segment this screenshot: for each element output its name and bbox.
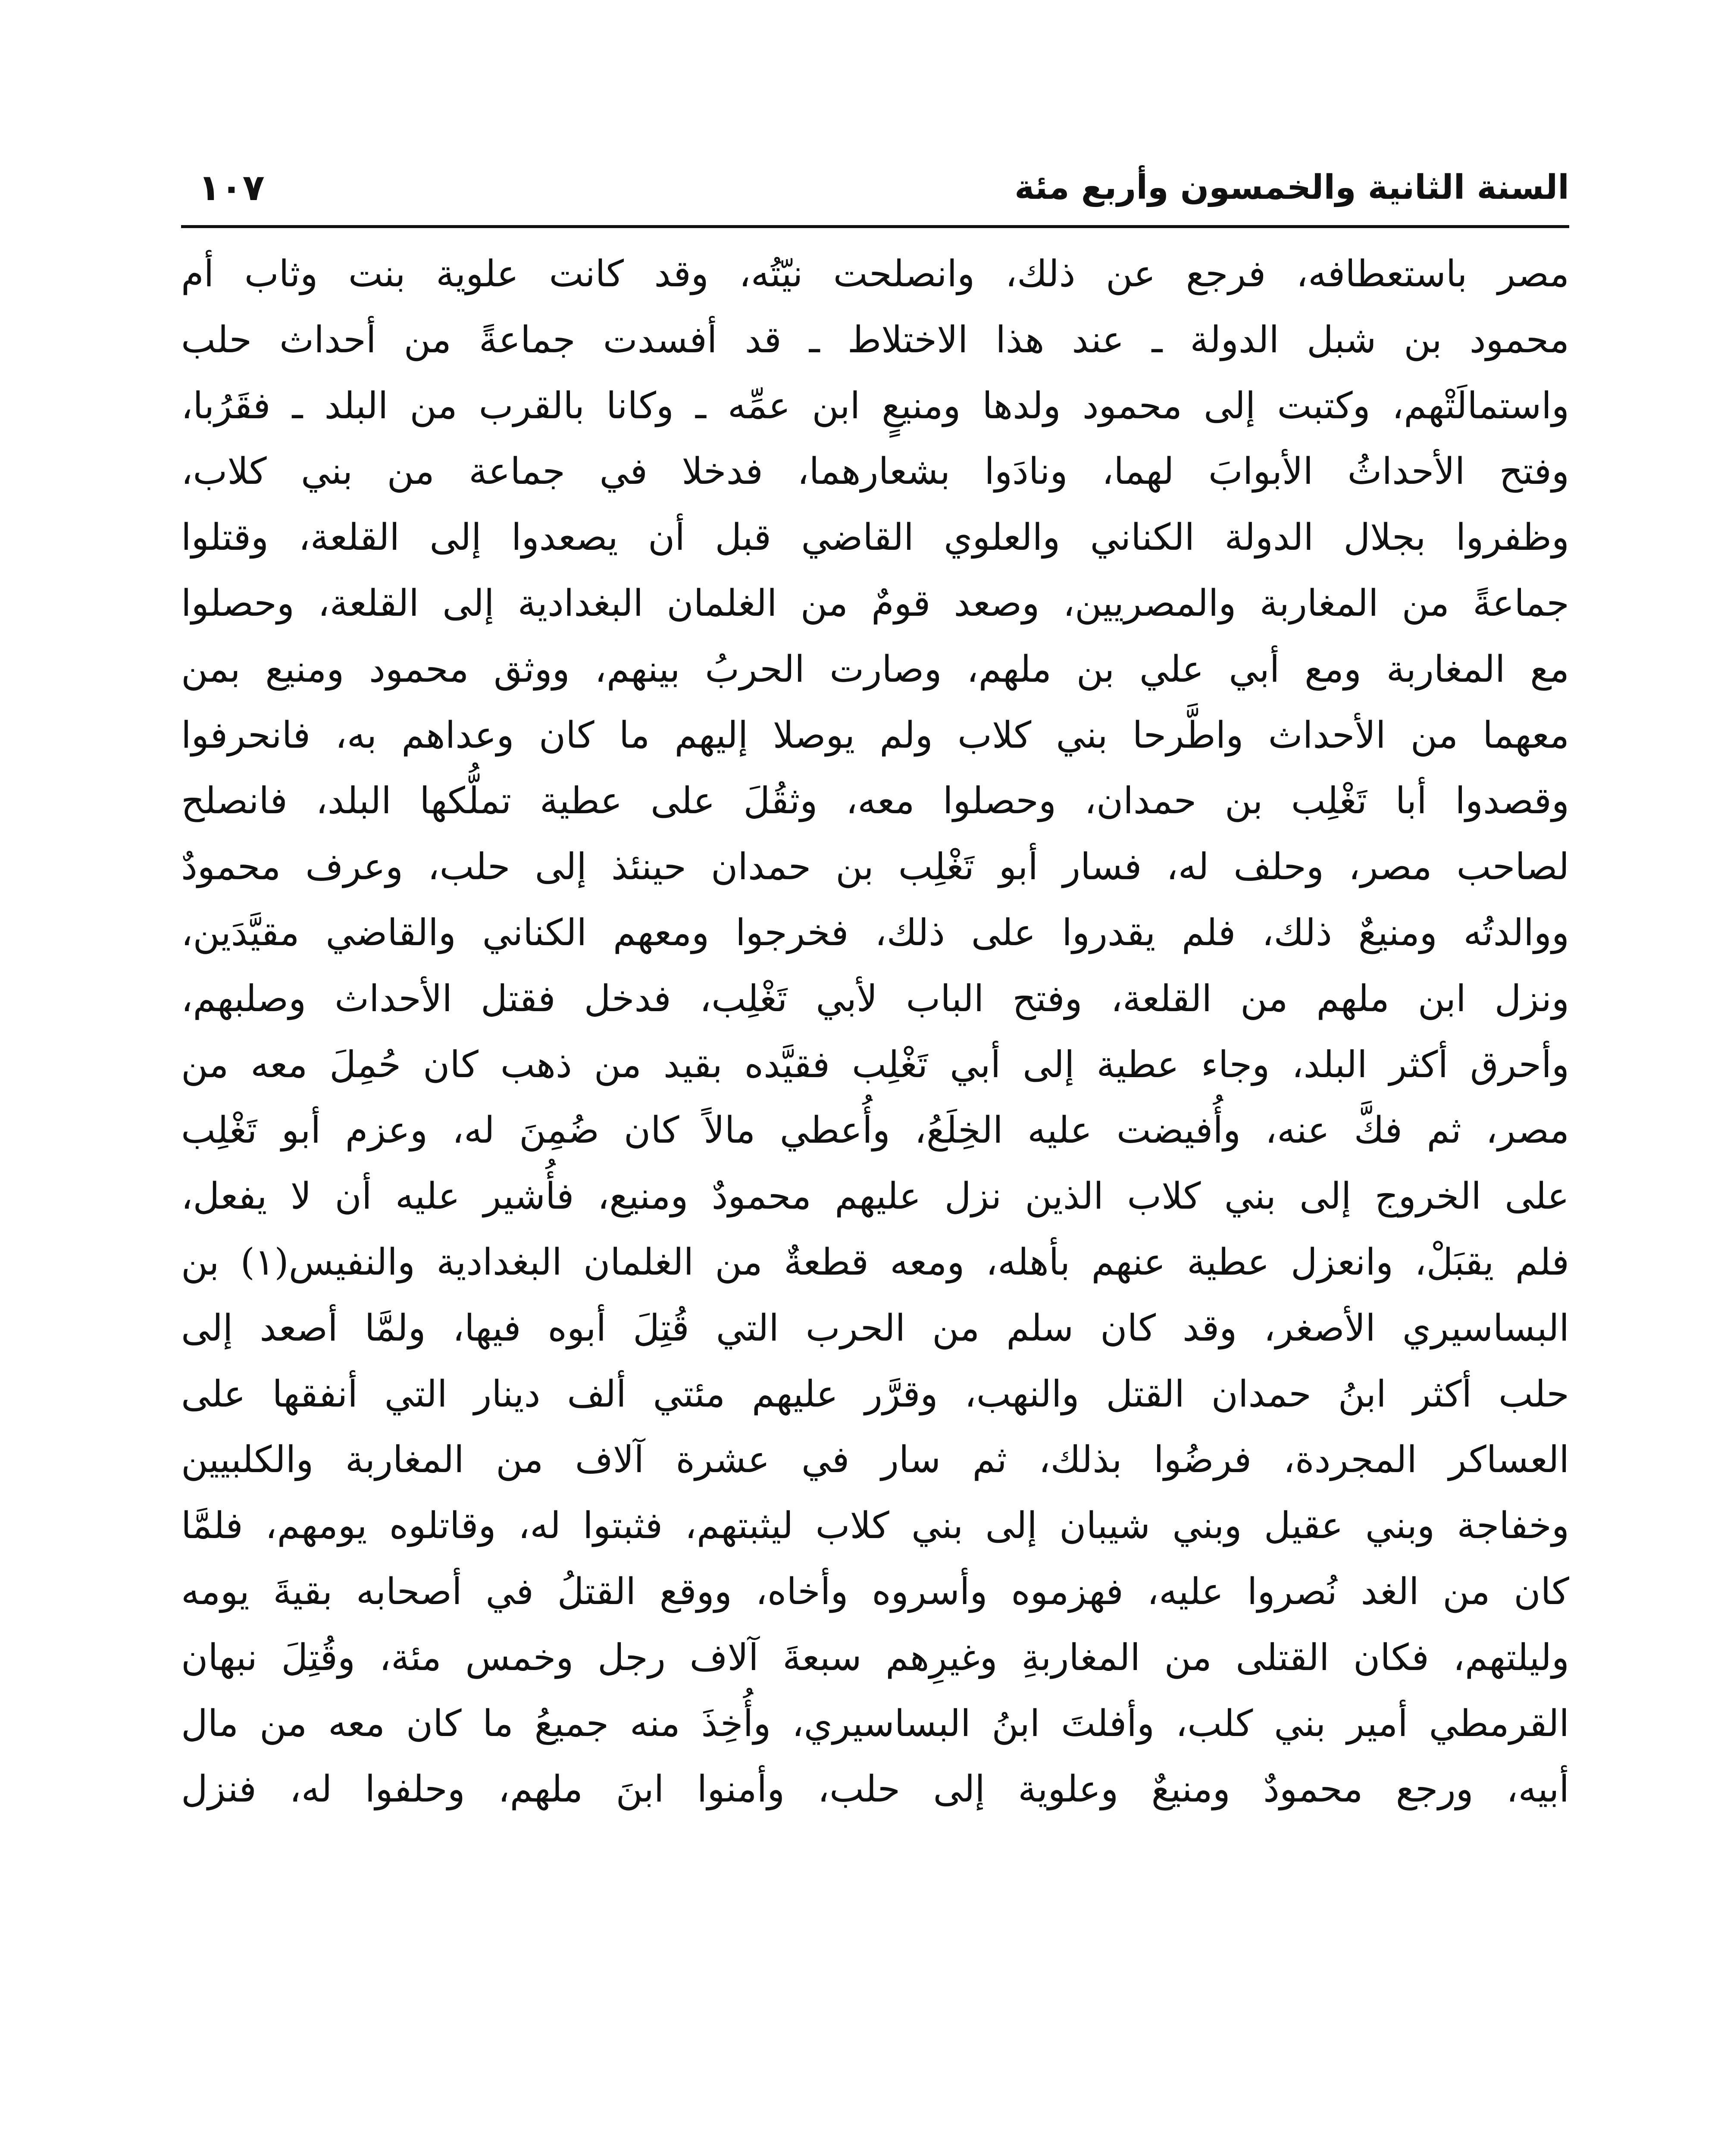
text-line: لصاحب مصر، وحلف له، فسار أبو تَغْلِب بن حمدان حينئذ إلى حلب، وعرف محمودٌ	[181, 846, 1569, 889]
text-line: واستمالَتْهم، وكتبت إلى محمود ولدها ومنيعٍ ابن عمِّه ـ وكانا بالقرب من البلد ـ فقَرُبا،	[181, 384, 1569, 427]
text-line: ووالدتُه ومنيعٌ ذلك، فلم يقدروا على ذلك، فخرجوا ومعهم الكناني والقاضي مقيَّدَين،	[181, 911, 1570, 954]
text-line: مصر باستعطافه، فرجع عن ذلك، وانصلحت نيّتُه، وقد كانت علوية بنت وثاب أم	[181, 253, 1569, 295]
text-line: على الخروج إلى بني كلاب الذين نزل عليهم محمودٌ ومنيع، فأُشير عليه أن لا يفعل،	[181, 1175, 1569, 1218]
text-line: محمود بن شبل الدولة ـ عند هذا الاختلاط ـ قد أفسدت جماعةً من أحداث حلب	[181, 318, 1569, 361]
text-line: وفتح الأحداثُ الأبوابَ لهما، ونادَوا بشعارهما، فدخلا في جماعة من بني كلاب،	[181, 450, 1569, 493]
text-line: جماعةً من المغاربة والمصريين، وصعد قومٌ من الغلمان البغدادية إلى القلعة، وحصلوا	[181, 582, 1569, 625]
text-line: حلب أكثر ابنُ حمدان القتل والنهب، وقرَّر عليهم مئتي ألف دينار التي أنفقها على	[181, 1373, 1569, 1416]
text-line: أبيه، ورجع محمودٌ ومنيعٌ وعلوية إلى حلب، وأمنوا ابنَ ملهم، وحلفوا له، فنزل	[181, 1768, 1569, 1811]
text-line: ونزل ابن ملهم من القلعة، وفتح الباب لأبي تَغْلِب، فدخل فقتل الأحداث وصلبهم،	[181, 977, 1569, 1020]
text-line: وظفروا بجلال الدولة الكناني والعلوي القاضي قبل أن يصعدوا إلى القلعة، وقتلوا	[181, 516, 1569, 559]
text-line: وخفاجة وبني عقيل وبني شيبان إلى بني كلاب ليثبتهم، فثبتوا له، وقاتلوه يومهم، فلمَّا	[181, 1504, 1569, 1548]
text-line: كان من الغد نُصروا عليه، فهزموه وأسروه وأخاه، ووقع القتلُ في أصحابه بقيةَ يومه	[181, 1570, 1569, 1613]
header-rule	[181, 225, 1569, 228]
text-line: العساكر المجردة، فرضُوا بذلك، ثم سار في عشرة آلاف من المغاربة والكلبيين	[181, 1438, 1569, 1482]
text-line: وقصدوا أبا تَغْلِب بن حمدان، وحصلوا معه، وثقُلَ على عطية تملُّكها البلد، فانصلح	[181, 780, 1569, 823]
text-line: وليلتهم، فكان القتلى من المغاربةِ وغيرِهم سبعةَ آلاف رجل وخمس مئة، وقُتِلَ نبهان	[181, 1636, 1569, 1679]
text-line: معهما من الأحداث واطَّرحا بني كلاب ولم يوصلا إليهم ما كان وعداهم به، فانحرفوا	[181, 714, 1569, 757]
header-title: السنة الثانية والخمسون وأربع مئة	[1014, 168, 1569, 207]
page-number: ١٠٧	[198, 166, 265, 209]
text-line: وأحرق أكثر البلد، وجاء عطية إلى أبي تَغْلِب فقيَّده بقيد من ذهب كان حُمِلَ معه من	[181, 1043, 1569, 1086]
running-header	[181, 160, 1569, 220]
body-text	[181, 241, 1569, 1823]
text-line: فلم يقبَلْ، وانعزل عطية عنهم بأهله، ومعه قطعةٌ من الغلمان البغدادية والنفيس(١) بن	[181, 1241, 1569, 1284]
text-line: البساسيري الأصغر، وقد كان سلم من الحرب التي قُتِلَ أبوه فيها، ولمَّا أصعد إلى	[181, 1307, 1569, 1350]
text-line: مع المغاربة ومع أبي علي بن ملهم، وصارت الحربُ بينهم، ووثق محمود ومنيع بمن	[181, 648, 1569, 691]
text-line: مصر، ثم فكَّ عنه، وأُفيضت عليه الخِلَعُ، وأُعطي مالاً كان ضُمِنَ له، وعزم أبو تَغْلِب	[181, 1109, 1569, 1152]
text-line: القرمطي أمير بني كلب، وأفلتَ ابنُ البساسيري، وأُخِذَ منه جميعُ ما كان معه من مال	[181, 1702, 1569, 1745]
